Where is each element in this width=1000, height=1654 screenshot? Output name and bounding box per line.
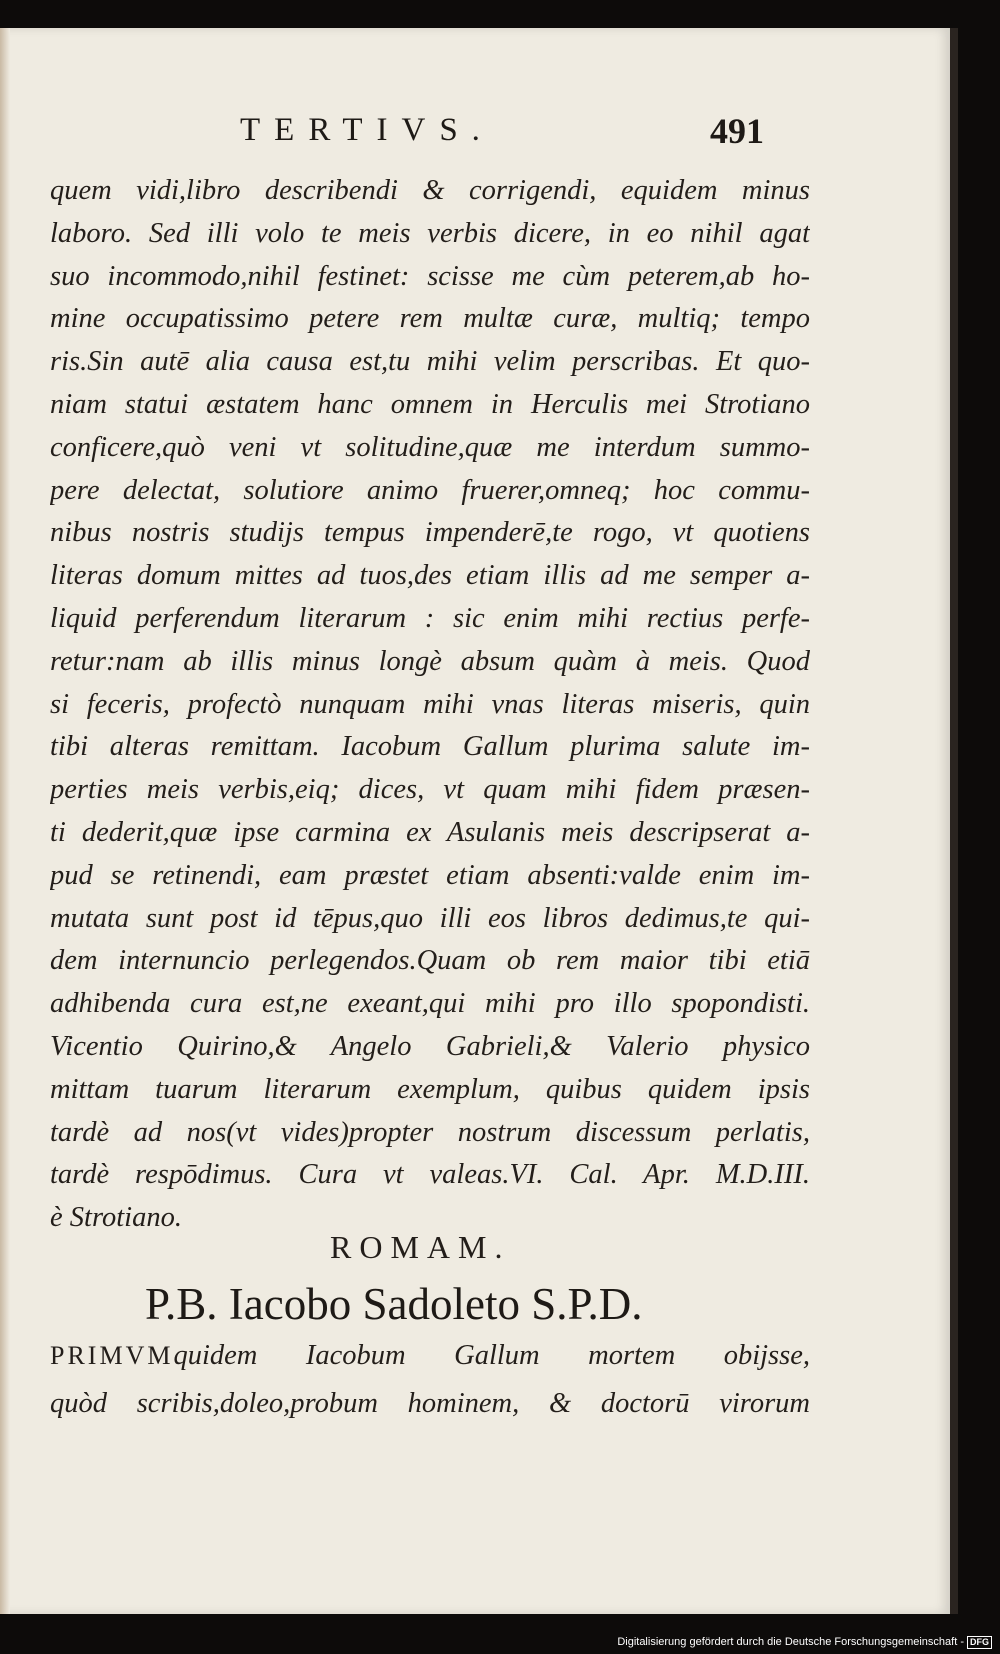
text-line: pud se retinendi, eam præstet etiam absenti:valde enim im- bbox=[50, 859, 810, 891]
page-edge bbox=[950, 28, 958, 1614]
letter-heading: ROMAM. bbox=[330, 1229, 511, 1265]
text-line: liquid perferendum literarum : sic enim mihi rectius perfe- bbox=[50, 602, 810, 634]
text-line: laboro. Sed illi volo te meis verbis dicere, in eo nihil agat bbox=[50, 217, 810, 249]
text-line: è Strotiano. bbox=[50, 1202, 182, 1234]
running-head: TERTIVS. bbox=[240, 112, 494, 148]
letter-body bbox=[50, 170, 810, 1240]
text-line: pere delectat, solutiore animo fruerer,omneq; hoc commu- bbox=[50, 474, 810, 506]
credit-text: Digitalisierung gefördert durch die Deutsche Forschungsgemeinschaft - bbox=[617, 1636, 964, 1648]
text-line: retur:nam ab illis minus longè absum quàm à meis. Quod bbox=[50, 645, 810, 677]
text-line: ti dederit,quæ ipse carmina ex Asulanis meis descripserat a- bbox=[50, 816, 810, 848]
text-line: dem internuncio perlegendos.Quam ob rem maior tibi etiā bbox=[50, 945, 810, 977]
text-line: Vicentio Quirino,& Angelo Gabrieli,& Valerio physico bbox=[50, 1030, 810, 1062]
text-line: tardè respōdimus. Cura vt valeas.VI. Cal. Apr. M.D.III. bbox=[50, 1159, 810, 1191]
text-line: nibus nostris studijs tempus impenderē,te rogo, vt quotiens bbox=[50, 517, 810, 549]
text-line: quòd scribis,doleo,probum hominem, & doctorū virorum bbox=[50, 1388, 810, 1419]
text-line: niam statui æstatem hanc omnem in Herculis mei Strotiano bbox=[50, 388, 810, 420]
dfg-logo: DFG bbox=[967, 1636, 992, 1649]
page-number: 491 bbox=[710, 111, 764, 151]
text-span: quidem Iacobum Gallum mortem obijsse, bbox=[173, 1340, 810, 1371]
letter-salutation: P.B. Iacobo Sadoleto S.P.D. bbox=[145, 1279, 643, 1329]
text-line: suo incommodo,nihil festinet: scisse me cùm peterem,ab ho- bbox=[50, 260, 810, 292]
text-line: literas domum mittes ad tuos,des etiam illis ad me semper a- bbox=[50, 560, 810, 592]
text-line: conficere,quò veni vt solitudine,quæ me interdum summo- bbox=[50, 431, 810, 463]
text-line: ris.Sin autē alia causa est,tu mihi velim perscribas. Et quo- bbox=[50, 346, 810, 378]
page-gutter bbox=[0, 28, 10, 1614]
digitization-credit bbox=[617, 1636, 992, 1649]
text-line: perties meis verbis,eiq; dices, vt quam mihi fidem præsen- bbox=[50, 774, 810, 806]
text-line: adhibenda cura est,ne exeant,qui mihi pro illo spopondisti. bbox=[50, 988, 810, 1020]
text-line: mine occupatissimo petere rem multæ curæ, multiq; tempo bbox=[50, 303, 810, 335]
lead-capitals: PRIMVM bbox=[50, 1341, 174, 1370]
next-letter-body bbox=[50, 1332, 810, 1428]
text-line: tibi alteras remittam. Iacobum Gallum plurima salute im- bbox=[50, 731, 810, 763]
text-line: tardè ad nos(vt vides)propter nostrum discessum perlatis, bbox=[50, 1116, 810, 1148]
text-line: quem vidi,libro describendi & corrigendi, equidem minus bbox=[50, 175, 810, 206]
text-line: mutata sunt post id tēpus,quo illi eos libros dedimus,te qui- bbox=[50, 902, 810, 934]
text-line: si feceris, profectò nunquam mihi vnas literas miseris, quin bbox=[50, 688, 810, 720]
text-line bbox=[50, 1332, 810, 1380]
text-line: mittam tuarum literarum exemplum, quibus quidem ipsis bbox=[50, 1073, 810, 1105]
